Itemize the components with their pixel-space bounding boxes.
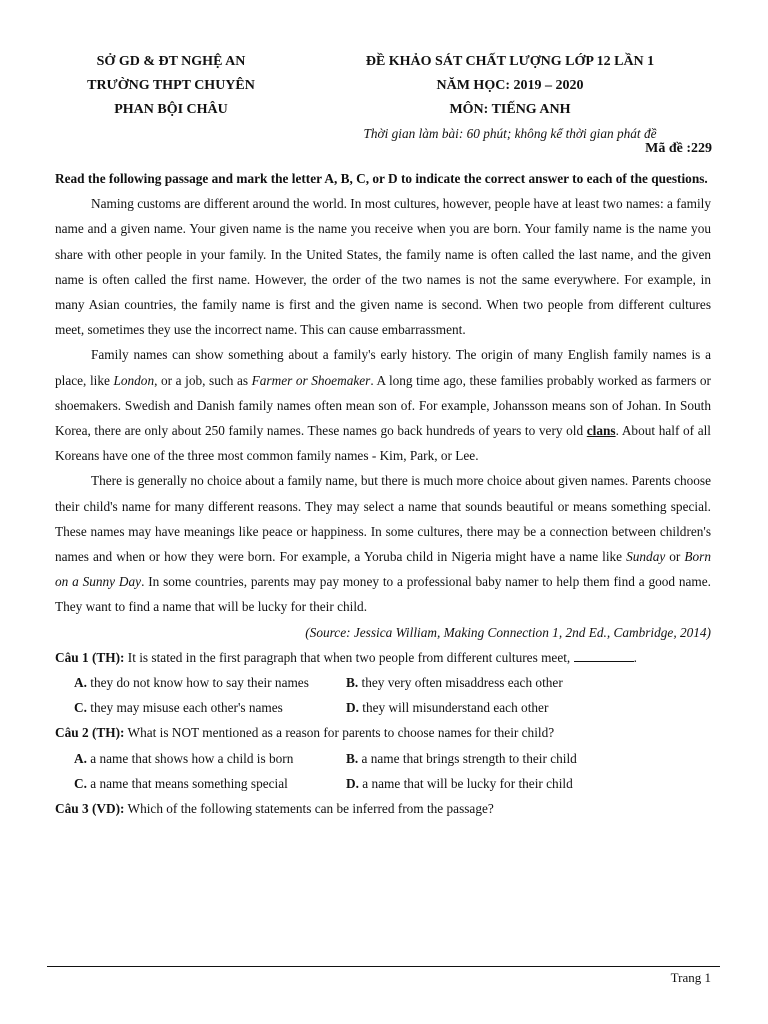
issuer-line-3: PHAN BỘI CHÂU <box>114 102 228 117</box>
option-text: they very often misaddress each other <box>358 675 563 691</box>
question-1-options-row-2 <box>55 695 711 720</box>
passage-paragraph-1: Naming customs are different around the world. In most cultures, however, people have at least two names: a family name and a given name. Your given name is the name you receive when you are born. Your family name is the name you share with other people in your family. In the United States, the family name is often called the last name, and the given name is often called the first name. However, the order of the two names is not the same everywhere. For example, in many Asian countries, the family name is first and the given name is second. When two people from different cultures meet, sometimes they use the incorrect name. This can cause embarrassment. <box>55 196 711 338</box>
question-1-options-row-1 <box>55 670 711 695</box>
option-text: they may misuse each other's names <box>86 700 283 716</box>
school-year: NĂM HỌC: 2019 – 2020 <box>436 78 584 93</box>
passage-paragraph-2 <box>55 342 711 468</box>
option-text: a name that will be lucky for their child <box>358 775 573 791</box>
p3-italic-sunday: Sunday <box>626 549 666 565</box>
option-letter: C. <box>74 700 87 716</box>
p3-text-a: There is generally no choice about a family name, but there is much more choice about given names. Parents choose their child's name for many different reasons. They may select a name that sounds beautiful or means something special. These names may have meanings like peace or happiness. In some cultures, there may be a connection between children's names and when or how they were born. For example, a Yoruba child in Nigeria might have a name like <box>55 473 711 565</box>
question-2-text: What is NOT mentioned as a reason for parents to choose names for their child? <box>124 725 555 741</box>
passage-source: (Source: Jessica William, Making Connection 1, 2nd Ed., Cambridge, 2014) <box>305 624 711 640</box>
p3-italic-sunny-day: Born on a Sunny Day <box>55 549 711 590</box>
question-1-option-a[interactable] <box>55 670 346 695</box>
exam-title-block <box>318 50 702 146</box>
option-letter: A. <box>74 750 87 766</box>
exam-code: Mã đề :229 <box>645 141 712 156</box>
p2-italic-london: London <box>113 372 155 388</box>
question-3-label: Câu 3 (VD): <box>55 801 125 817</box>
time-note: Thời gian làm bài: 60 phút; không kể thời gian phát đề <box>363 126 657 141</box>
question-2-options-row-1 <box>55 746 711 771</box>
question-2-options-row-2 <box>55 771 711 796</box>
p2-text-g: . About half of all Koreans have one of the three most common family names - Kim, Park, or Lee. <box>55 423 711 464</box>
option-text: a name that means something special <box>86 775 288 791</box>
option-letter: D. <box>346 700 359 716</box>
issuer-line-2: TRƯỜNG THPT CHUYÊN <box>87 78 255 93</box>
question-1-option-b[interactable] <box>346 670 711 695</box>
answer-blank <box>574 649 634 662</box>
page-number: Trang 1 <box>670 970 711 985</box>
p2-text-e: . A long time ago, these families probably worked as farmers or shoemakers. Swedish and Danish family names often mean son of. For example, Johansson means son of Johan. In South Korea, there are only about 250 family names. These names go back hundreds of years to very old <box>55 372 711 439</box>
p2-text-a: Family names can show something about a family's early history. The origin of many English family names is a place, like <box>55 347 711 388</box>
option-text: a name that brings strength to their child <box>358 750 577 766</box>
option-letter: B. <box>346 750 359 766</box>
p2-underlined-clans: clans <box>586 423 616 439</box>
question-2-option-d[interactable] <box>346 771 711 796</box>
question-1-text: It is stated in the first paragraph that when two people from different cultures meet, <box>124 649 574 665</box>
question-1-option-d[interactable] <box>346 695 711 720</box>
question-2 <box>55 720 711 745</box>
question-2-option-b[interactable] <box>346 746 711 771</box>
option-letter: B. <box>346 675 359 691</box>
question-1-tail: . <box>633 649 637 665</box>
question-1-option-c[interactable] <box>55 695 346 720</box>
option-text: they do not know how to say their names <box>86 675 309 691</box>
question-1 <box>55 645 711 670</box>
question-3-text: Which of the following statements can be inferred from the passage? <box>124 801 494 817</box>
issuer-block <box>55 50 287 122</box>
p3-text-c: or <box>665 549 685 565</box>
question-3 <box>55 796 711 821</box>
option-letter: D. <box>346 775 359 791</box>
exam-title: ĐỀ KHẢO SÁT CHẤT LƯỢNG LỚP 12 LẦN 1 <box>365 54 655 69</box>
p2-text-c: , or a job, such as <box>154 372 252 388</box>
issuer-line-1: SỞ GD & ĐT NGHỆ AN <box>96 54 246 69</box>
footer-divider <box>47 966 720 967</box>
passage-paragraph-3 <box>55 468 711 619</box>
exam-body <box>55 166 711 821</box>
option-text: a name that shows how a child is born <box>86 750 294 766</box>
question-2-label: Câu 2 (TH): <box>55 725 125 741</box>
option-letter: C. <box>74 775 87 791</box>
p3-text-e: . In some countries, parents may pay money to a professional baby namer to help them find a good name. They want to find a name that will be lucky for their child. <box>55 574 711 615</box>
question-1-label: Câu 1 (TH): <box>55 649 125 665</box>
option-letter: A. <box>74 675 87 691</box>
instruction: Read the following passage and mark the letter A, B, C, or D to indicate the correct answer to each of the questions. <box>55 171 708 186</box>
question-2-option-c[interactable] <box>55 771 346 796</box>
question-2-option-a[interactable] <box>55 746 346 771</box>
p2-italic-jobs: Farmer or Shoemaker <box>251 372 371 388</box>
option-text: they will misunderstand each other <box>358 700 549 716</box>
subject: MÔN: TIẾNG ANH <box>449 102 571 117</box>
